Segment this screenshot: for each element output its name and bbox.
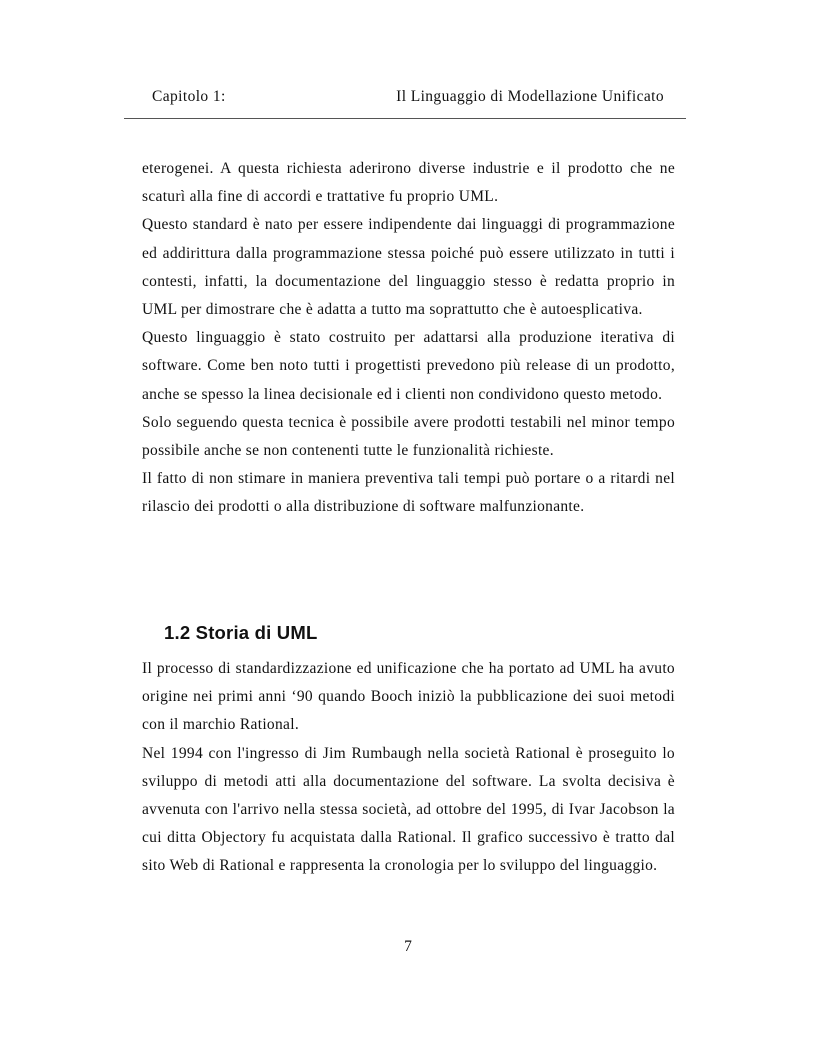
body-text: [142, 155, 675, 522]
paragraph: Questo standard è nato per essere indipendente dai linguaggi di programmazione ed addirittura dalla programmazione stessa poiché può essere utilizzato in tutti i contesti, infatti, la documentazione del linguaggio stesso è redatta proprio in UML per dimostrare che è adatta a tutto ma soprattutto che è autoesplicativa.: [142, 216, 675, 319]
paragraph: Nel 1994 con l'ingresso di Jim Rumbaugh nella società Rational è proseguito lo sviluppo di metodi atti alla documentazione del software. La svolta decisiva è avvenuta con l'arrivo nella stessa società, ad ottobre del 1995, di Ivar Jacobson la cui ditta Objectory fu acquistata dalla Rational. Il grafico successivo è tratto dal sito Web di Rational e rappresenta la cronologia per lo sviluppo del linguaggio.: [142, 744, 675, 875]
paragraph: Il fatto di non stimare in maniera preventiva tali tempi può portare o a ritardi nel rilascio dei prodotti o alla distribuzione di software malfunzionante.: [142, 470, 675, 516]
paragraph: eterogenei. A questa richiesta aderirono diverse industrie e il prodotto che ne scaturì alla fine di accordi e trattative fu proprio UML.: [142, 160, 675, 206]
section-body-text: [142, 655, 675, 881]
page-number: 7: [404, 938, 412, 955]
section-heading: 1.2 Storia di UML: [164, 622, 318, 643]
chapter-title: Il Linguaggio di Modellazione Unificato: [396, 88, 664, 105]
page-header: [152, 88, 664, 108]
chapter-label: Capitolo 1:: [152, 88, 226, 105]
paragraph: Solo seguendo questa tecnica è possibile avere prodotti testabili nel minor tempo possibile anche se non contenenti tutte le funzionalità richieste.: [142, 413, 675, 460]
header-divider: [124, 118, 686, 119]
paragraph: Questo linguaggio è stato costruito per adattarsi alla produzione iterativa di software. Come ben noto tutti i progettisti prevedono più release di un prodotto, anche se spesso la linea decisionale ed i clienti non condividono questo metodo.: [142, 329, 675, 403]
paragraph: Il processo di standardizzazione ed unificazione che ha portato ad UML ha avuto origine nei primi anni ‘90 quando Booch iniziò la pubblicazione dei suoi metodi con il marchio Rational.: [142, 660, 675, 734]
